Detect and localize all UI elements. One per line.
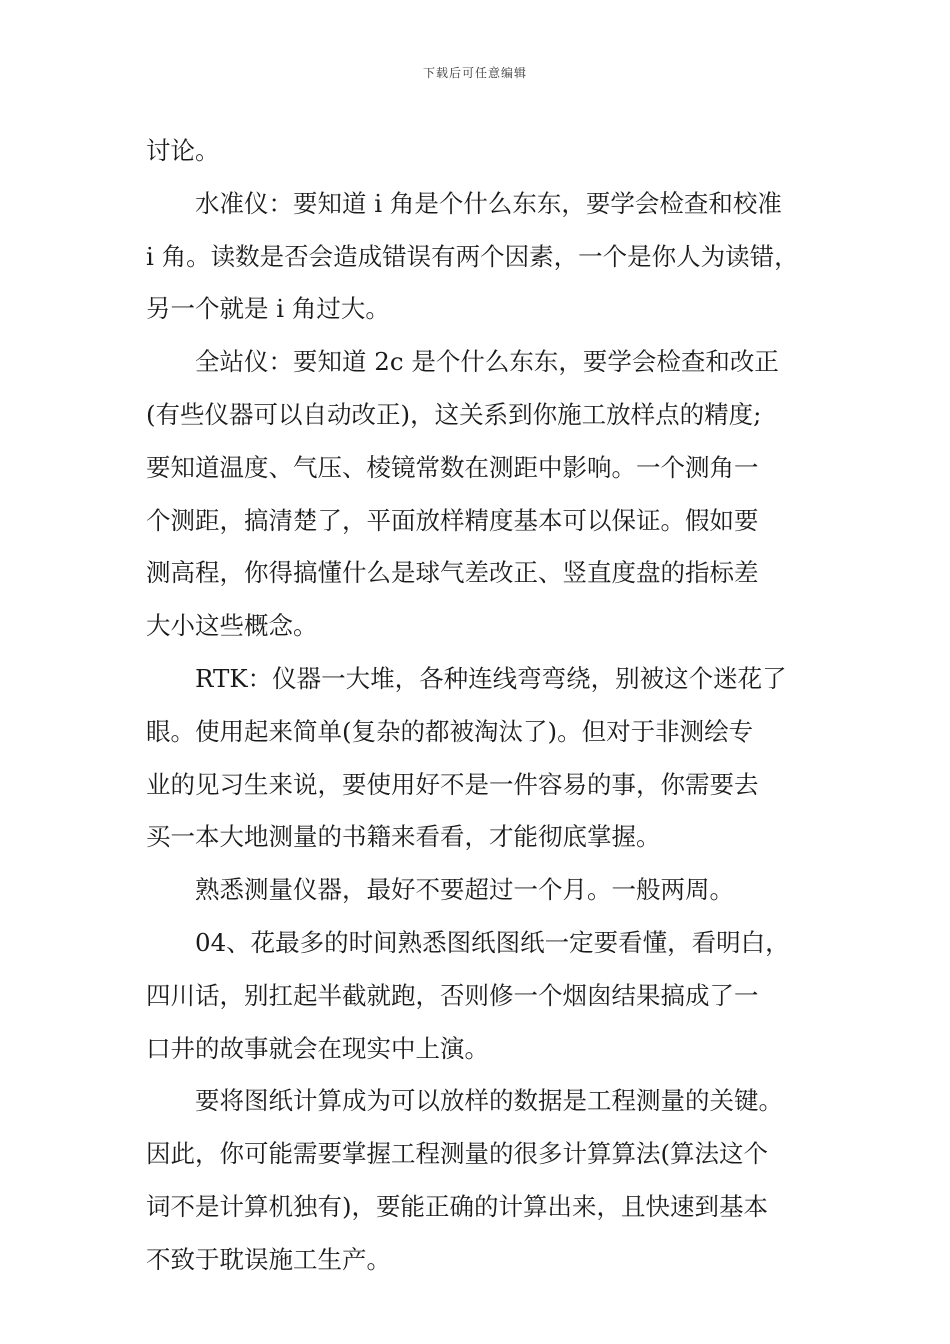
text-line: 测高程，你得搞懂什么是球气差改正、竖直度盘的指标差 [146, 558, 759, 588]
text-line: 另一个就是 i 角过大。 [146, 294, 390, 324]
paragraph-start-line: 熟悉测量仪器，最好不要超过一个月。一般两周。 [195, 875, 734, 905]
text-line: 眼。使用起来简单(复杂的都被淘汰了)。但对于非测绘专 [146, 716, 754, 746]
text-line: 买一本大地测量的书籍来看看，才能彻底掌握。 [146, 822, 661, 852]
text-line: 口井的故事就会在现实中上演。 [146, 1033, 489, 1063]
text-line: 业的见习生来说，要使用好不是一件容易的事，你需要去 [146, 769, 759, 799]
text-line: 要知道温度、气压、棱镜常数在测距中影响。一个测角一 [146, 452, 759, 482]
document-body [146, 125, 836, 1287]
text-line: 个测距，搞清楚了，平面放样精度基本可以保证。假如要 [146, 505, 759, 535]
text-line: 不致于耽误施工生产。 [146, 1244, 391, 1274]
text-line: 讨论。 [146, 136, 220, 165]
text-line: (有些仪器可以自动改正)，这关系到你施工放样点的精度; [146, 399, 762, 429]
text-line: 词不是计算机独有)，要能正确的计算出来，且快速到基本 [146, 1191, 769, 1221]
page-header: 下载后可任意编辑 [422, 66, 527, 80]
paragraph-start-line: RTK：仪器一大堆，各种连线弯弯绕，别被这个迷花了 [195, 663, 787, 693]
text-line: 因此，你可能需要掌握工程测量的很多计算算法(算法这个 [146, 1139, 769, 1169]
paragraph-start-line: 水准仪：要知道 i 角是个什么东东，要学会检查和校准 [195, 188, 782, 218]
paragraph-start-line: 04、花最多的时间熟悉图纸图纸一定要看懂，看明白， [195, 927, 790, 957]
paragraph-start-line: 全站仪：要知道 2c 是个什么东东，要学会检查和改正 [195, 347, 779, 377]
text-line: i 角。读数是否会造成错误有两个因素，一个是你人为读错， [146, 241, 799, 271]
text-line: 四川话，别扛起半截就跑，否则修一个烟囱结果搞成了一 [146, 980, 759, 1010]
paragraph-start-line: 要将图纸计算成为可以放样的数据是工程测量的关键。 [195, 1086, 783, 1116]
text-line: 大小这些概念。 [146, 611, 318, 641]
